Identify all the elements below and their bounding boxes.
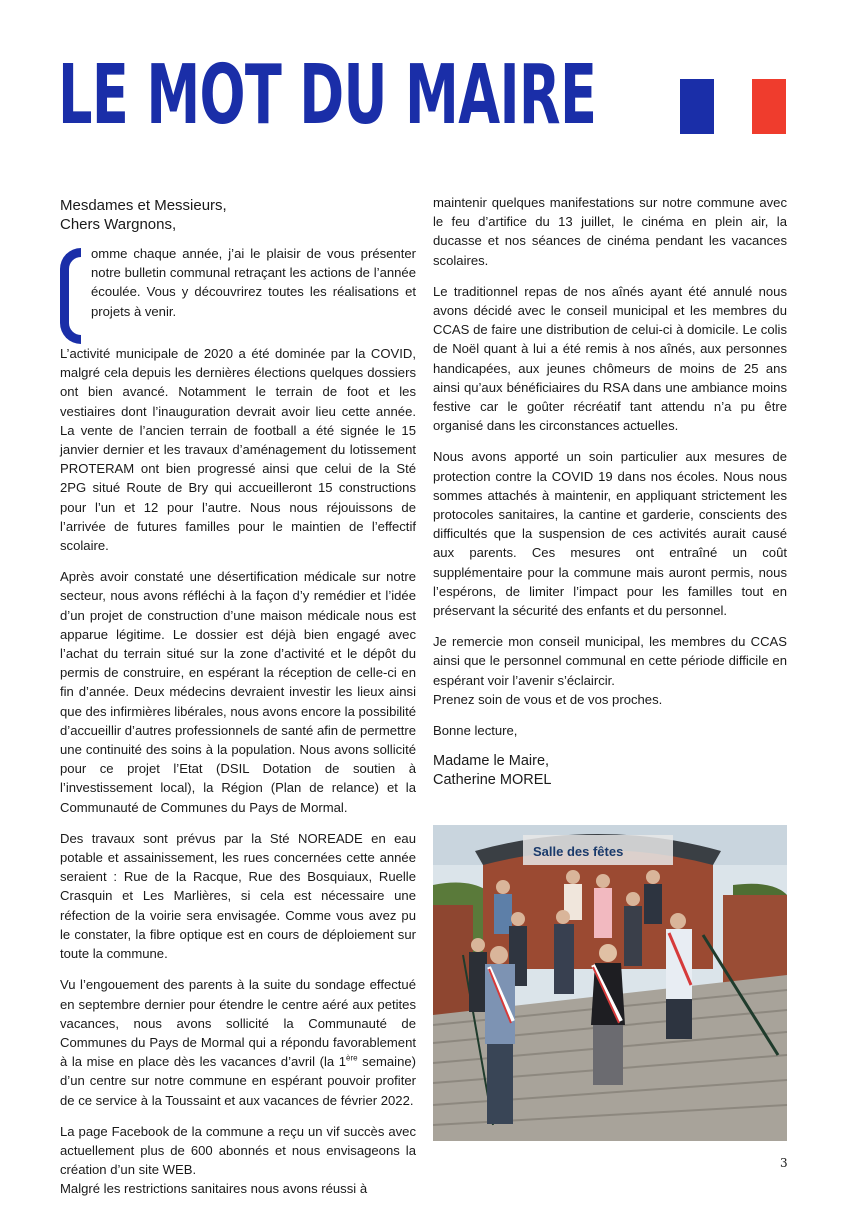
left-column bbox=[60, 196, 416, 1211]
drop-cap-c-icon bbox=[60, 248, 81, 344]
signature-name: Catherine MOREL bbox=[433, 772, 552, 789]
greeting-line-1: Mesdames et Messieurs, bbox=[60, 197, 227, 214]
building-sign: Salle des fêtes bbox=[533, 844, 624, 859]
intro-paragraph bbox=[60, 244, 416, 344]
closing: Bonne lecture, bbox=[433, 723, 518, 739]
remerciements-text: Je remercie mon conseil municipal, les membres du CCAS ainsi que le personnel communal en cette période difficile en espérant voir l’avenir s’éclaircir. bbox=[433, 634, 787, 688]
page-title: LE MOT DU MAIRE bbox=[58, 48, 597, 143]
intro-text: omme chaque année, j’ai le plaisir de vous présenter notre bulletin communal retraçant les actions de l’année écoulée. Vous y découvrirez toutes les réalisations et projets à venir. bbox=[91, 246, 416, 319]
greeting bbox=[60, 196, 416, 234]
centre-superscript: ère bbox=[346, 1053, 358, 1063]
paragraph-manifestations-start: Malgré les restrictions sanitaires nous avons réussi à bbox=[60, 1181, 368, 1197]
paragraph-aines: Le traditionnel repas de nos aînés ayant été annulé nous avons décidé avec le conseil municipal et les membres du CCAS de faire une distribution de celui-ci à domicile. Le colis de Noël quant à lui a été remis à nos aînés, aux personnes handicapées, aux jeunes chômeurs de moins de 25 ans ainsi qu’aux bénéficiaires du RSA dans une ambiance moins festive car le goûter récréatif tant attendu n’a pu être organisé dans les circonstances actuelles. bbox=[433, 283, 787, 434]
right-column bbox=[433, 193, 787, 802]
greeting-line-2: Chers Wargnons, bbox=[60, 216, 177, 233]
flag-blue-block bbox=[680, 79, 714, 134]
paragraph-remerciements bbox=[433, 632, 787, 709]
paragraph-manifestations: maintenir quelques manifestations sur notre commune avec le feu d’artifice du 13 juillet, le cinéma en plein air, la ducasse et nos séances de cinéma pendant les vacances scolaires. bbox=[433, 195, 787, 268]
centre-text-after: semaine) d’un centre sur notre commune en espérant pouvoir profiter de ce service à la Toussaint et aux vacances de février 2022. bbox=[60, 1054, 416, 1108]
paragraph-medical: Après avoir constaté une désertification médicale sur notre secteur, nous avons réfléchi à la façon d’y remédier et l’idée d’un projet de construction d’une maison médicale nous est apparue légitime. Le dossier est déjà bien engagé avec l’achat du terrain situé sur la zone d’activité et le dépôt du permis de construire, en espérant la réception de celle-ci en fin d’année. Deux médecins devraient investir les lieux ainsi que des infirmières libérales, nous avons encore la possibilité d’accueillir d’autres professionnels de santé afin de permettre une continuité des soins à la population. Nous avons sollicité pour ce projet l’Etat (DSIL Dotation de soutien à l’investissement local), la Région (Plan de relance) et la Communauté de Communes du Pays de Mormal. bbox=[60, 569, 416, 815]
page-number: 3 bbox=[780, 1156, 788, 1170]
group-photo bbox=[433, 825, 787, 1141]
flag-red-block bbox=[752, 79, 786, 134]
prenez-soin-text: Prenez soin de vous et de vos proches. bbox=[433, 691, 663, 707]
paragraph-covid: L’activité municipale de 2020 a été dominée par la COVID, malgré cela depuis les dernières élections quelques dossiers ont bien avancé. Notamment le terrain de foot et les vestiaires dont l’inauguration devrait avoir lieu cette année. La vente de l’ancien terrain de football a été signée le 15 janvier dernier et les travaux d’aménagement du lotissement PROTERAM ont bien progressé ainsi que celui de la Sté 2PG situé Route de Bry qui accueilleront 15 constructions pour l’un et 12 pour l’autre. Nous nous réjouissons de l’arrivée de futures familles pour le maintien de l’effectif scolaire. bbox=[60, 346, 416, 554]
centre-text-before: Vu l’engouement des parents à la suite du sondage effectué en septembre dernier pour étendre le centre aéré aux petites vacances, nous avons sollicité la Communauté de Communes du Pays de Mormal qui a répondu favorablement à la mise en place dès les vacances d’avril (la 1 bbox=[60, 977, 416, 1070]
paragraph-centre-aere bbox=[60, 975, 416, 1109]
paragraph-facebook: La page Facebook de la commune a reçu un vif succès avec actuellement plus de 600 abonnés et nous envisageons la création d’un site WEB. bbox=[60, 1123, 416, 1178]
signature bbox=[433, 752, 787, 790]
paragraph-travaux: Des travaux sont prévus par la Sté NOREADE en eau potable et assainissement, les rues concernées cette année seraient : Rue de la Racque, Rue des Bosquiaux, Ruelle Crasquin et Les Marlières, si cela est nécessaire une réfection de la voirie sera envisagée. Comme vous avez pu le constater, la fibre optique est en cours de déploiement sur toute la commune. bbox=[60, 830, 416, 962]
signature-title: Madame le Maire, bbox=[433, 753, 550, 770]
paragraph-ecoles: Nous avons apporté un soin particulier aux mesures de protection contre la COVID 19 dans nos écoles. Nous nous sommes attachés à maintenir, en appliquant strictement les protocoles sanitaires, la cantine et garderie, conscients des difficultés que la suspension de ces activités aurait causé aux parents. Ces mesures ont entraîné un coût supplémentaire pour la commune mais auront permis, nous l’espérons, de limiter l’impact pour les familles tout en préservant la sécurité des enfants et du personnel. bbox=[433, 449, 787, 619]
